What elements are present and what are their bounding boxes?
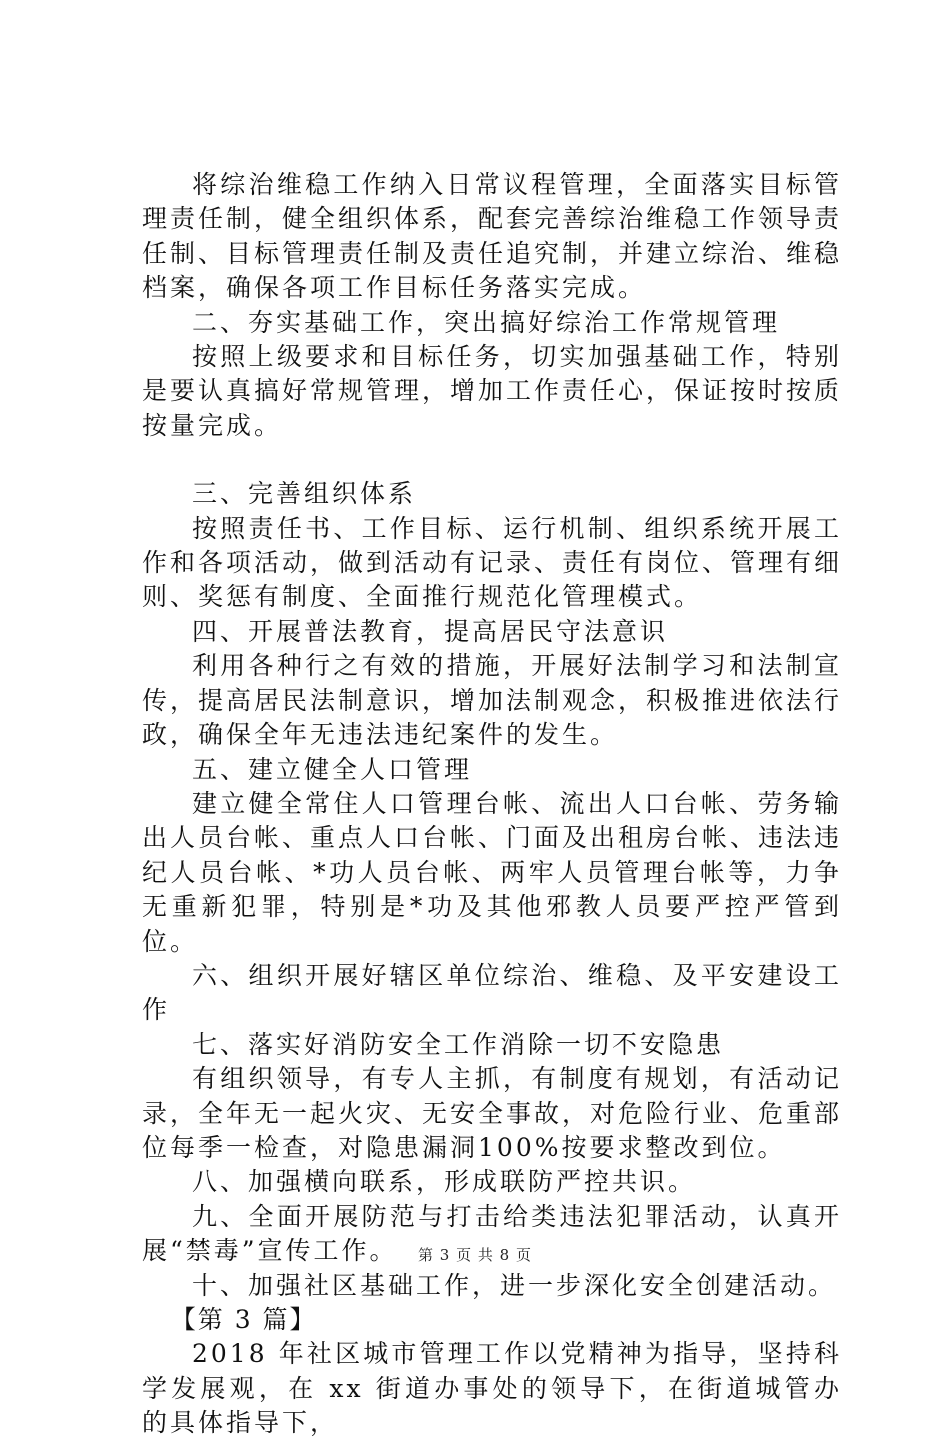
heading-section-9: 九、全面开展防范与打击给类违法犯罪活动，认真开展“禁毒”宣传工作。: [142, 1201, 842, 1266]
heading-section-3: 三、完善组织体系: [192, 479, 417, 509]
paragraph-2018-intro: 2018 年社区城市管理工作以党精神为指导，坚持科学发展观，在 xx 街道办事处的领导下，在街道城管办的具体指导下，: [142, 1339, 842, 1438]
paragraph-population-management: 建立健全常住人口管理台帐、流出人口台帐、劳务输出人员台帐、重点人口台帐、门面及出租房台帐、违法违纪人员台帐、*功人员台帐、两牢人员管理台帐等，力争无重新犯罪，特别是*功及其他邪教人员要严控严管到位。: [142, 788, 843, 956]
paragraph-organization: 按照责任书、工作目标、运行机制、组织系统开展工作和各项活动，做到活动有记录、责任有岗位、管理有细则、奖惩有制度、全面推行规范化管理模式。: [142, 513, 843, 612]
paragraph-fire-safety: 有组织领导，有专人主抓，有制度有规划，有活动记录，全年无一起火灾、无安全事故，对危险行业、危重部位每季一检查，对隐患漏洞100%按要求整改到位。: [142, 1064, 843, 1162]
heading-section-10: 十、加强社区基础工作，进一步深化安全创建活动。: [192, 1270, 837, 1300]
heading-section-5: 五、建立健全人口管理: [192, 754, 473, 784]
heading-section-8: 八、加强横向联系，形成联防严控共识。: [192, 1167, 697, 1197]
paragraph-basic-work: 按照上级要求和目标任务，切实加强基础工作，特别是要认真搞好常规管理，增加工作责任心，保证按时按质按量完成。: [142, 342, 843, 440]
heading-section-2: 二、夯实基础工作，突出搞好综治工作常规管理: [192, 307, 781, 337]
heading-section-4: 四、开展普法教育，提高居民守法意识: [192, 616, 669, 646]
paragraph-targets: 将综治维稳工作纳入日常议程管理，全面落实目标管理责任制，健全组织体系，配套完善综治维稳工作领导责任制、目标管理责任制及责任追究制，并建立综治、维稳档案，确保各项工作目标任务落实完成。: [142, 170, 843, 303]
chapter-marker: 【第 3 篇】: [170, 1305, 317, 1334]
page-number-footer: 第 3 页 共 8 页: [418, 1246, 532, 1264]
heading-section-6: 六、组织开展好辖区单位综治、维稳、及平安建设工作: [142, 960, 842, 1025]
heading-section-7: 七、落实好消防安全工作消除一切不安隐患: [192, 1029, 725, 1059]
paragraph-legal-education: 利用各种行之有效的措施，开展好法制学习和法制宣传，提高居民法制意识，增加法制观念，积极推进依法行政，确保全年无违法违纪案件的发生。: [142, 651, 843, 750]
